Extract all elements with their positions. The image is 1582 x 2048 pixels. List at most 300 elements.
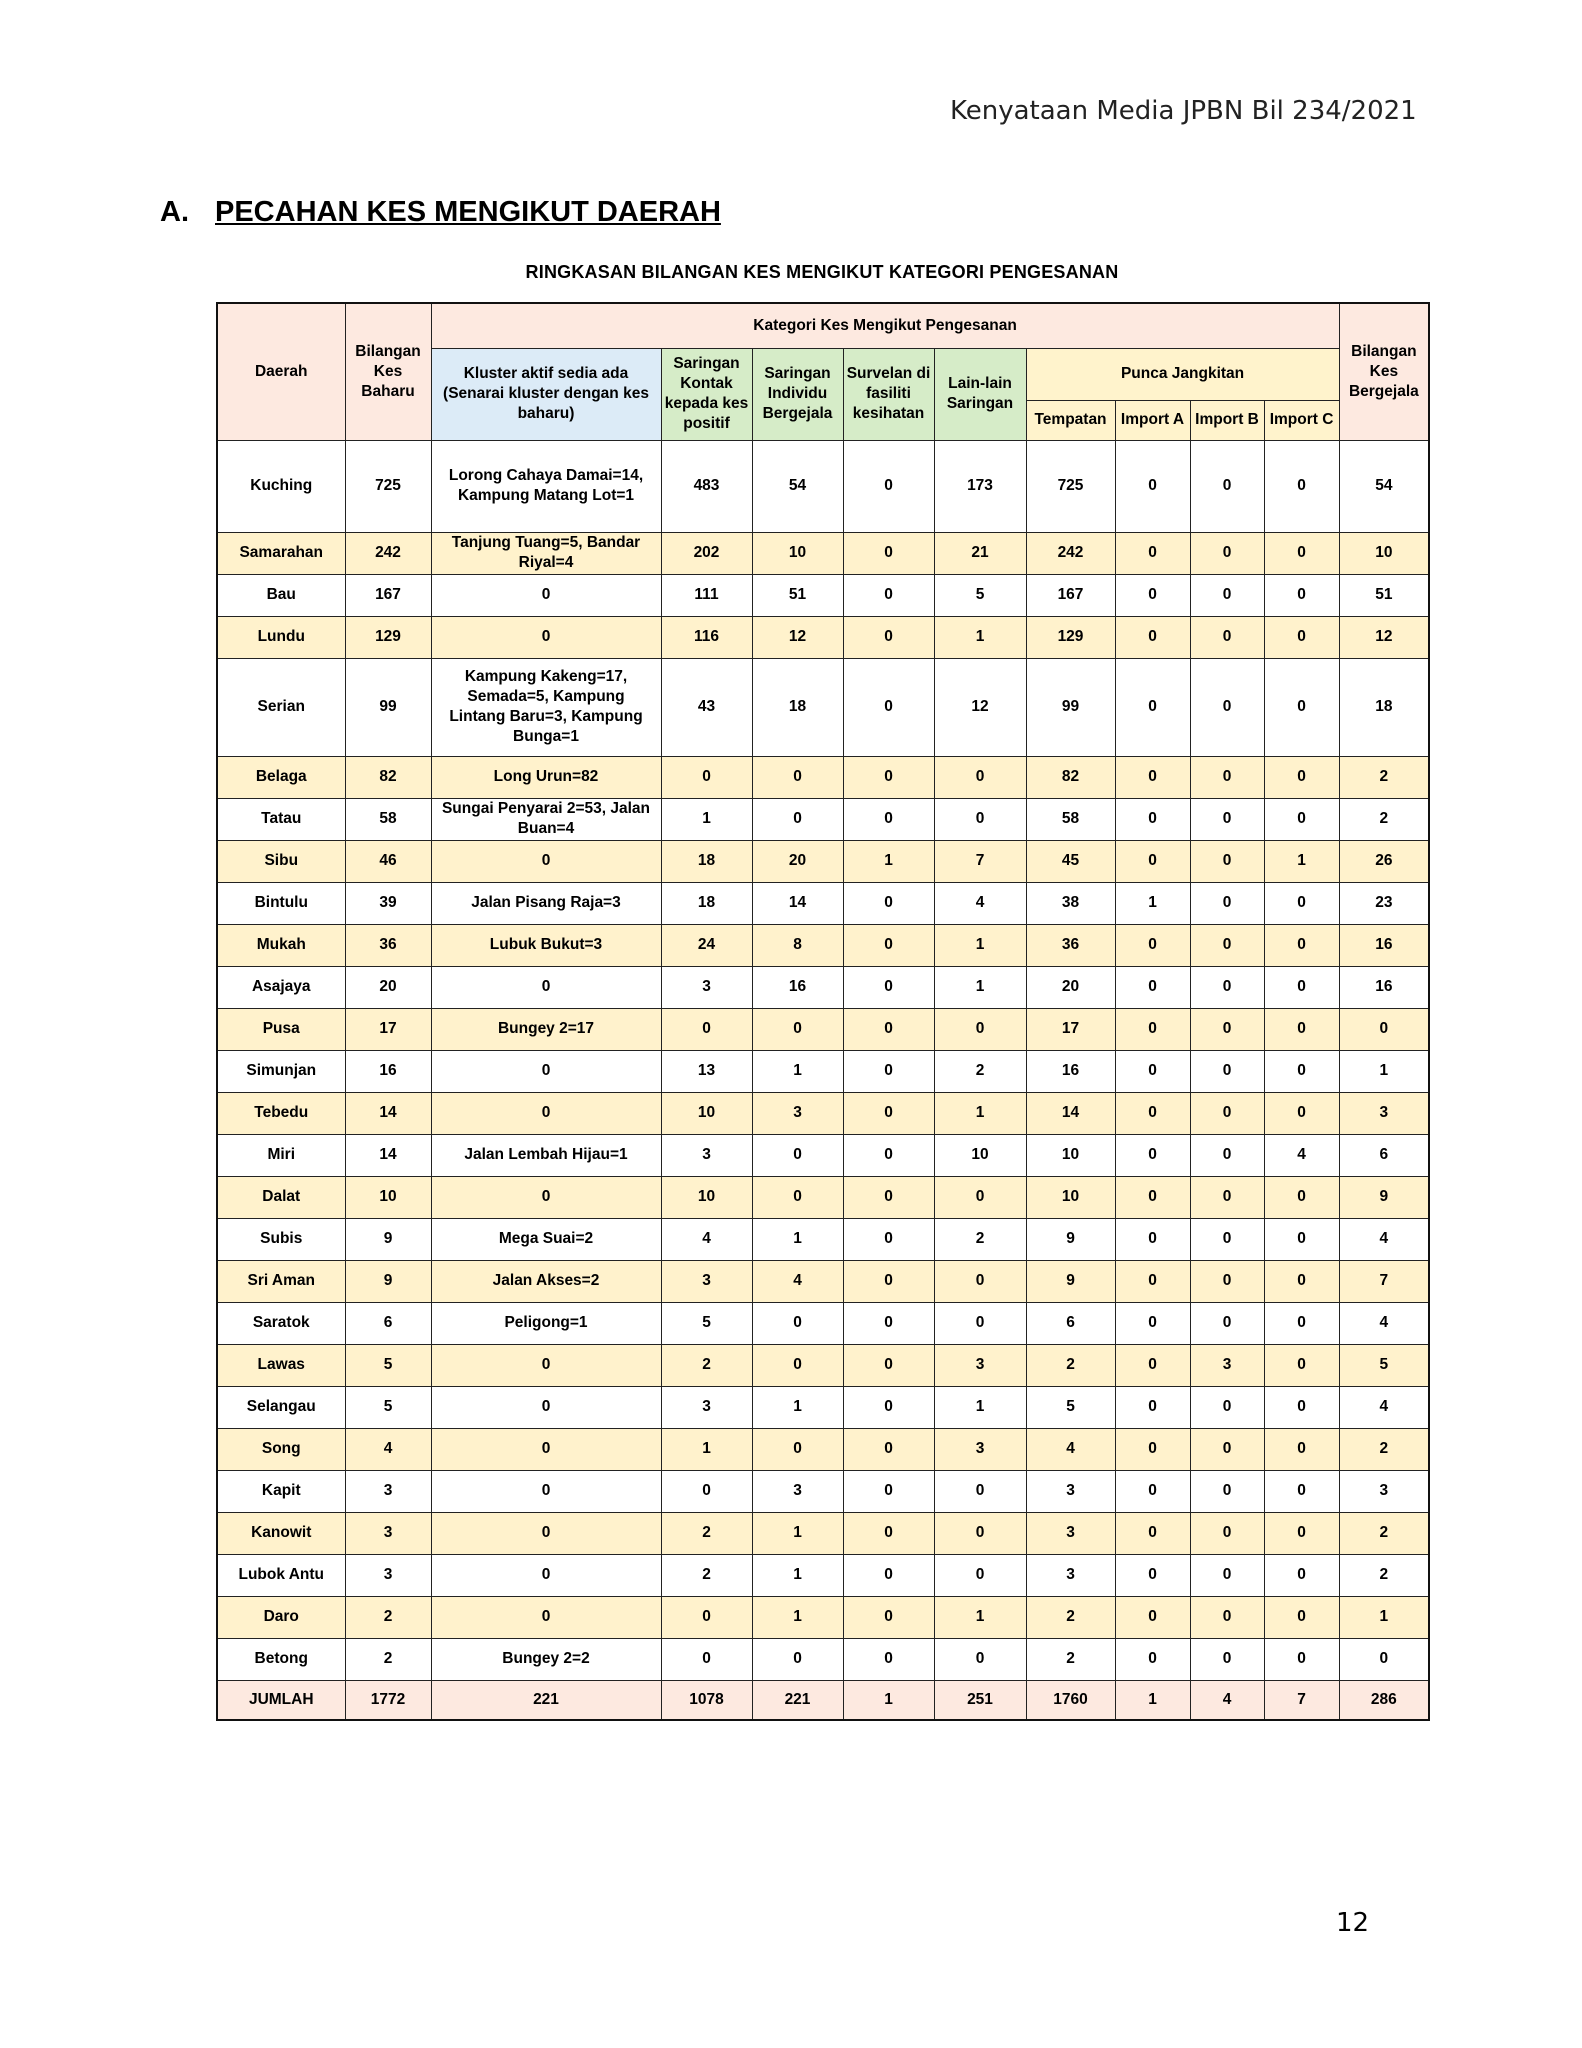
cell-import-a: 0 (1115, 616, 1190, 658)
total-row (217, 1680, 1429, 1720)
cell-import-a: 0 (1115, 1176, 1190, 1218)
cell-kes-bergejala: 51 (1339, 574, 1429, 616)
section-title: PECAHAN KES MENGIKUT DAERAH (215, 196, 721, 228)
cell-tempatan: 58 (1026, 798, 1115, 840)
cell-kluster: 0 (431, 1176, 661, 1218)
cell-kes-bergejala: 16 (1339, 966, 1429, 1008)
cell-tempatan: 3 (1026, 1470, 1115, 1512)
cell-daerah: Belaga (217, 756, 345, 798)
header-tempatan: Tempatan (1026, 400, 1115, 440)
cell-saringan-individu: 16 (752, 966, 843, 1008)
cell-saringan-individu: 0 (752, 756, 843, 798)
cell-saringan-individu: 4 (752, 1260, 843, 1302)
table-row (217, 1050, 1429, 1092)
cell-saringan-kontak: 18 (661, 882, 752, 924)
cell-saringan-individu: 0 (752, 798, 843, 840)
cell-import-b: 0 (1190, 1218, 1264, 1260)
cell-saringan-kontak: 43 (661, 658, 752, 756)
cell-survelan: 0 (843, 966, 934, 1008)
total-cell-survelan: 1 (843, 1680, 934, 1720)
cell-daerah: Simunjan (217, 1050, 345, 1092)
header-saringan-kontak: Saringan Kontak kepada kes positif (661, 348, 752, 440)
cell-saringan-individu: 3 (752, 1092, 843, 1134)
cell-kes-baharu: 4 (345, 1428, 431, 1470)
cell-import-b: 0 (1190, 1176, 1264, 1218)
cell-daerah: Lubok Antu (217, 1554, 345, 1596)
cell-tempatan: 16 (1026, 1050, 1115, 1092)
cell-import-a: 0 (1115, 1470, 1190, 1512)
cell-kes-baharu: 129 (345, 616, 431, 658)
cell-import-b: 0 (1190, 532, 1264, 574)
cell-survelan: 1 (843, 840, 934, 882)
cell-saringan-kontak: 10 (661, 1092, 752, 1134)
cell-kes-bergejala: 6 (1339, 1134, 1429, 1176)
header-bilangan-kes-baharu: Bilangan Kes Baharu (345, 303, 431, 440)
cell-import-b: 0 (1190, 1134, 1264, 1176)
cell-daerah: Betong (217, 1638, 345, 1680)
cell-kes-baharu: 725 (345, 440, 431, 532)
cell-import-c: 1 (1264, 840, 1339, 882)
cell-kes-baharu: 5 (345, 1386, 431, 1428)
cell-survelan: 0 (843, 616, 934, 658)
cell-import-c: 0 (1264, 1596, 1339, 1638)
cell-saringan-individu: 1 (752, 1218, 843, 1260)
cell-import-c: 0 (1264, 574, 1339, 616)
cell-kluster: Mega Suai=2 (431, 1218, 661, 1260)
cell-lain-lain: 10 (934, 1134, 1026, 1176)
cell-kes-bergejala: 4 (1339, 1386, 1429, 1428)
cell-kes-baharu: 3 (345, 1512, 431, 1554)
table-row (217, 924, 1429, 966)
table-row (217, 1386, 1429, 1428)
cell-survelan: 0 (843, 1302, 934, 1344)
cell-lain-lain: 0 (934, 1302, 1026, 1344)
cell-import-c: 0 (1264, 532, 1339, 574)
cell-survelan: 0 (843, 658, 934, 756)
cell-daerah: Sibu (217, 840, 345, 882)
cell-kes-bergejala: 0 (1339, 1638, 1429, 1680)
table-row (217, 1470, 1429, 1512)
cell-saringan-individu: 1 (752, 1386, 843, 1428)
cell-import-c: 0 (1264, 798, 1339, 840)
cell-import-a: 0 (1115, 1428, 1190, 1470)
cell-saringan-kontak: 0 (661, 1596, 752, 1638)
cell-import-b: 0 (1190, 1092, 1264, 1134)
cell-kluster: 0 (431, 1512, 661, 1554)
cell-kes-bergejala: 2 (1339, 798, 1429, 840)
cell-import-c: 0 (1264, 1470, 1339, 1512)
cell-import-b: 0 (1190, 1470, 1264, 1512)
cell-import-c: 0 (1264, 1260, 1339, 1302)
cell-lain-lain: 4 (934, 882, 1026, 924)
cell-survelan: 0 (843, 1596, 934, 1638)
cell-import-b: 0 (1190, 756, 1264, 798)
total-cell-kluster: 221 (431, 1680, 661, 1720)
table-row (217, 658, 1429, 756)
cell-import-a: 0 (1115, 574, 1190, 616)
cell-import-a: 0 (1115, 1554, 1190, 1596)
cell-saringan-individu: 51 (752, 574, 843, 616)
cell-lain-lain: 0 (934, 1008, 1026, 1050)
cell-import-a: 0 (1115, 1260, 1190, 1302)
cell-kes-baharu: 99 (345, 658, 431, 756)
cell-saringan-kontak: 5 (661, 1302, 752, 1344)
table-row (217, 1008, 1429, 1050)
cell-kes-bergejala: 2 (1339, 756, 1429, 798)
cell-kluster: Lubuk Bukut=3 (431, 924, 661, 966)
total-cell-import-c: 7 (1264, 1680, 1339, 1720)
cell-tempatan: 2 (1026, 1344, 1115, 1386)
cell-import-c: 0 (1264, 756, 1339, 798)
table-row (217, 616, 1429, 658)
cell-kes-baharu: 46 (345, 840, 431, 882)
table-row (217, 1302, 1429, 1344)
table-row (217, 798, 1429, 840)
cell-import-a: 0 (1115, 658, 1190, 756)
cell-import-a: 0 (1115, 966, 1190, 1008)
table-row (217, 1176, 1429, 1218)
table-row (217, 1596, 1429, 1638)
cell-daerah: Asajaya (217, 966, 345, 1008)
cell-saringan-individu: 1 (752, 1512, 843, 1554)
cell-saringan-individu: 0 (752, 1428, 843, 1470)
header-import-c: Import C (1264, 400, 1339, 440)
cell-saringan-individu: 18 (752, 658, 843, 756)
cell-lain-lain: 2 (934, 1218, 1026, 1260)
cell-survelan: 0 (843, 798, 934, 840)
cell-survelan: 0 (843, 1386, 934, 1428)
cell-kes-baharu: 14 (345, 1092, 431, 1134)
table-row (217, 440, 1429, 532)
cell-survelan: 0 (843, 1092, 934, 1134)
cell-kluster: 0 (431, 966, 661, 1008)
total-cell-lain-lain: 251 (934, 1680, 1026, 1720)
cell-saringan-individu: 54 (752, 440, 843, 532)
cell-daerah: Tebedu (217, 1092, 345, 1134)
cell-saringan-kontak: 0 (661, 1638, 752, 1680)
header-survelan: Survelan di fasiliti kesihatan (843, 348, 934, 440)
cell-import-c: 0 (1264, 1344, 1339, 1386)
cell-lain-lain: 1 (934, 1596, 1026, 1638)
cell-saringan-kontak: 3 (661, 966, 752, 1008)
cell-kes-baharu: 36 (345, 924, 431, 966)
cell-kes-baharu: 2 (345, 1638, 431, 1680)
cell-lain-lain: 0 (934, 756, 1026, 798)
cell-import-c: 0 (1264, 1218, 1339, 1260)
cell-survelan: 0 (843, 1260, 934, 1302)
cell-saringan-individu: 0 (752, 1344, 843, 1386)
cell-saringan-individu: 1 (752, 1596, 843, 1638)
cell-saringan-kontak: 13 (661, 1050, 752, 1092)
cell-tempatan: 6 (1026, 1302, 1115, 1344)
cell-kes-bergejala: 5 (1339, 1344, 1429, 1386)
cases-by-district-table (216, 302, 1430, 1721)
cell-lain-lain: 1 (934, 616, 1026, 658)
table-row (217, 1554, 1429, 1596)
cell-import-a: 0 (1115, 840, 1190, 882)
cell-import-b: 0 (1190, 882, 1264, 924)
cell-import-b: 3 (1190, 1344, 1264, 1386)
cell-survelan: 0 (843, 1512, 934, 1554)
cell-saringan-kontak: 1 (661, 1428, 752, 1470)
cell-saringan-individu: 0 (752, 1176, 843, 1218)
cell-lain-lain: 3 (934, 1428, 1026, 1470)
cell-lain-lain: 3 (934, 1344, 1026, 1386)
cell-import-c: 0 (1264, 882, 1339, 924)
cell-lain-lain: 21 (934, 532, 1026, 574)
cell-survelan: 0 (843, 1638, 934, 1680)
cell-lain-lain: 1 (934, 1386, 1026, 1428)
cell-survelan: 0 (843, 924, 934, 966)
header-import-b: Import B (1190, 400, 1264, 440)
cell-saringan-individu: 0 (752, 1008, 843, 1050)
cell-import-a: 1 (1115, 882, 1190, 924)
cell-tempatan: 20 (1026, 966, 1115, 1008)
cell-saringan-individu: 12 (752, 616, 843, 658)
cell-saringan-kontak: 3 (661, 1260, 752, 1302)
cell-tempatan: 5 (1026, 1386, 1115, 1428)
table-row (217, 1134, 1429, 1176)
cell-saringan-kontak: 2 (661, 1554, 752, 1596)
cell-lain-lain: 0 (934, 1176, 1026, 1218)
cell-import-a: 0 (1115, 1050, 1190, 1092)
cell-kes-bergejala: 23 (1339, 882, 1429, 924)
cell-daerah: Saratok (217, 1302, 345, 1344)
cell-kluster: Long Urun=82 (431, 756, 661, 798)
cell-lain-lain: 173 (934, 440, 1026, 532)
cell-tempatan: 3 (1026, 1554, 1115, 1596)
cell-kluster: Bungey 2=2 (431, 1638, 661, 1680)
cell-import-a: 0 (1115, 924, 1190, 966)
cell-kluster: Kampung Kakeng=17, Semada=5, Kampung Lintang Baru=3, Kampung Bunga=1 (431, 658, 661, 756)
cell-import-a: 0 (1115, 1008, 1190, 1050)
cell-lain-lain: 0 (934, 1470, 1026, 1512)
table-row (217, 966, 1429, 1008)
cell-import-a: 0 (1115, 1218, 1190, 1260)
cell-kes-bergejala: 12 (1339, 616, 1429, 658)
cell-lain-lain: 7 (934, 840, 1026, 882)
cell-kes-bergejala: 2 (1339, 1428, 1429, 1470)
cell-import-c: 0 (1264, 1428, 1339, 1470)
cell-import-c: 0 (1264, 440, 1339, 532)
cell-kes-baharu: 20 (345, 966, 431, 1008)
cell-kes-bergejala: 10 (1339, 532, 1429, 574)
cell-kes-bergejala: 2 (1339, 1554, 1429, 1596)
cell-kes-baharu: 14 (345, 1134, 431, 1176)
cell-saringan-kontak: 10 (661, 1176, 752, 1218)
cell-daerah: Subis (217, 1218, 345, 1260)
cell-import-b: 0 (1190, 798, 1264, 840)
table-row (217, 840, 1429, 882)
cell-daerah: Pusa (217, 1008, 345, 1050)
cell-import-c: 0 (1264, 1554, 1339, 1596)
cell-saringan-kontak: 116 (661, 616, 752, 658)
header-daerah: Daerah (217, 303, 345, 440)
cell-lain-lain: 5 (934, 574, 1026, 616)
cell-kes-bergejala: 4 (1339, 1302, 1429, 1344)
table-row (217, 1638, 1429, 1680)
cell-saringan-kontak: 0 (661, 1470, 752, 1512)
cell-saringan-kontak: 3 (661, 1386, 752, 1428)
header-bilangan-kes-bergejala: Bilangan Kes Bergejala (1339, 303, 1429, 440)
cell-kes-bergejala: 9 (1339, 1176, 1429, 1218)
cell-daerah: Mukah (217, 924, 345, 966)
table-row (217, 1512, 1429, 1554)
table-row (217, 574, 1429, 616)
cell-kluster: Tanjung Tuang=5, Bandar Riyal=4 (431, 532, 661, 574)
cell-tempatan: 725 (1026, 440, 1115, 532)
cell-import-b: 0 (1190, 1554, 1264, 1596)
cell-kluster: 0 (431, 1386, 661, 1428)
cell-import-a: 0 (1115, 1638, 1190, 1680)
cell-saringan-individu: 0 (752, 1134, 843, 1176)
cell-kes-bergejala: 54 (1339, 440, 1429, 532)
cell-import-b: 0 (1190, 840, 1264, 882)
cell-import-b: 0 (1190, 966, 1264, 1008)
cell-survelan: 0 (843, 882, 934, 924)
cell-tempatan: 242 (1026, 532, 1115, 574)
cell-import-a: 0 (1115, 440, 1190, 532)
cell-kes-bergejala: 16 (1339, 924, 1429, 966)
cell-kluster: 0 (431, 1344, 661, 1386)
cell-saringan-kontak: 24 (661, 924, 752, 966)
cell-survelan: 0 (843, 756, 934, 798)
cell-import-a: 0 (1115, 1302, 1190, 1344)
cell-import-c: 0 (1264, 1512, 1339, 1554)
table-row (217, 532, 1429, 574)
cell-lain-lain: 2 (934, 1050, 1026, 1092)
cell-lain-lain: 1 (934, 966, 1026, 1008)
cell-saringan-kontak: 3 (661, 1134, 752, 1176)
total-cell-kes-baharu: 1772 (345, 1680, 431, 1720)
cell-daerah: Serian (217, 658, 345, 756)
cell-saringan-kontak: 0 (661, 1008, 752, 1050)
cell-import-b: 0 (1190, 1386, 1264, 1428)
cell-tempatan: 17 (1026, 1008, 1115, 1050)
cell-kes-baharu: 17 (345, 1008, 431, 1050)
cell-import-a: 0 (1115, 1386, 1190, 1428)
cell-kes-baharu: 242 (345, 532, 431, 574)
cell-daerah: Selangau (217, 1386, 345, 1428)
cell-kluster: Jalan Lembah Hijau=1 (431, 1134, 661, 1176)
cell-daerah: Samarahan (217, 532, 345, 574)
cell-saringan-individu: 1 (752, 1554, 843, 1596)
cell-saringan-individu: 20 (752, 840, 843, 882)
table-row (217, 756, 1429, 798)
cell-import-b: 0 (1190, 574, 1264, 616)
cell-kes-baharu: 10 (345, 1176, 431, 1218)
cell-survelan: 0 (843, 1134, 934, 1176)
cell-survelan: 0 (843, 532, 934, 574)
cell-saringan-kontak: 2 (661, 1512, 752, 1554)
cell-tempatan: 38 (1026, 882, 1115, 924)
cell-kluster: Bungey 2=17 (431, 1008, 661, 1050)
table-title: RINGKASAN BILANGAN KES MENGIKUT KATEGORI PENGESANAN (525, 262, 1119, 282)
header-kategori: Kategori Kes Mengikut Pengesanan (431, 303, 1339, 348)
header-saringan-individu: Saringan Individu Bergejala (752, 348, 843, 440)
cell-tempatan: 10 (1026, 1176, 1115, 1218)
cell-tempatan: 99 (1026, 658, 1115, 756)
cell-kluster: Sungai Penyarai 2=53, Jalan Buan=4 (431, 798, 661, 840)
cell-kes-bergejala: 0 (1339, 1008, 1429, 1050)
cell-survelan: 0 (843, 1470, 934, 1512)
cell-daerah: Lawas (217, 1344, 345, 1386)
cell-survelan: 0 (843, 1554, 934, 1596)
cell-saringan-kontak: 202 (661, 532, 752, 574)
cell-kluster: 0 (431, 840, 661, 882)
cell-kes-baharu: 3 (345, 1554, 431, 1596)
cell-kes-baharu: 58 (345, 798, 431, 840)
cell-lain-lain: 0 (934, 1638, 1026, 1680)
cell-import-a: 0 (1115, 1134, 1190, 1176)
cell-tempatan: 9 (1026, 1260, 1115, 1302)
table-row (217, 1218, 1429, 1260)
cell-saringan-individu: 14 (752, 882, 843, 924)
cell-kes-baharu: 3 (345, 1470, 431, 1512)
cell-import-c: 0 (1264, 1092, 1339, 1134)
cell-daerah: Lundu (217, 616, 345, 658)
cell-kes-bergejala: 1 (1339, 1596, 1429, 1638)
table-body (217, 440, 1429, 1720)
cell-kluster: 0 (431, 1428, 661, 1470)
table-row (217, 1428, 1429, 1470)
cell-import-c: 0 (1264, 924, 1339, 966)
cell-daerah: Bintulu (217, 882, 345, 924)
cell-import-a: 0 (1115, 1344, 1190, 1386)
cell-import-c: 0 (1264, 1050, 1339, 1092)
cell-lain-lain: 0 (934, 1512, 1026, 1554)
cell-import-b: 0 (1190, 1638, 1264, 1680)
cell-kes-baharu: 82 (345, 756, 431, 798)
cell-import-a: 0 (1115, 756, 1190, 798)
page-number: 12 (1336, 1908, 1370, 1938)
cell-kes-baharu: 9 (345, 1260, 431, 1302)
cell-saringan-individu: 0 (752, 1302, 843, 1344)
cell-kluster: Jalan Akses=2 (431, 1260, 661, 1302)
header-punca-jangkitan: Punca Jangkitan (1026, 348, 1339, 400)
cell-kes-bergejala: 2 (1339, 1512, 1429, 1554)
cell-kes-bergejala: 18 (1339, 658, 1429, 756)
cell-import-c: 0 (1264, 1386, 1339, 1428)
cell-daerah: Sri Aman (217, 1260, 345, 1302)
cell-kes-bergejala: 26 (1339, 840, 1429, 882)
cell-import-c: 0 (1264, 966, 1339, 1008)
cell-import-b: 0 (1190, 1596, 1264, 1638)
cell-import-a: 0 (1115, 1092, 1190, 1134)
cell-import-c: 0 (1264, 658, 1339, 756)
cell-daerah: Tatau (217, 798, 345, 840)
cell-tempatan: 167 (1026, 574, 1115, 616)
cell-lain-lain: 0 (934, 1554, 1026, 1596)
cell-tempatan: 2 (1026, 1638, 1115, 1680)
cell-saringan-kontak: 1 (661, 798, 752, 840)
cell-kes-bergejala: 3 (1339, 1092, 1429, 1134)
cell-tempatan: 129 (1026, 616, 1115, 658)
total-cell-saringan-individu: 221 (752, 1680, 843, 1720)
cell-lain-lain: 0 (934, 798, 1026, 840)
cell-tempatan: 82 (1026, 756, 1115, 798)
cell-kluster: 0 (431, 1596, 661, 1638)
cell-saringan-kontak: 483 (661, 440, 752, 532)
cell-saringan-kontak: 2 (661, 1344, 752, 1386)
cell-import-c: 4 (1264, 1134, 1339, 1176)
cell-survelan: 0 (843, 574, 934, 616)
cell-kluster: Peligong=1 (431, 1302, 661, 1344)
total-cell-saringan-kontak: 1078 (661, 1680, 752, 1720)
cell-kluster: Jalan Pisang Raja=3 (431, 882, 661, 924)
cell-import-c: 0 (1264, 616, 1339, 658)
cell-saringan-individu: 0 (752, 1638, 843, 1680)
